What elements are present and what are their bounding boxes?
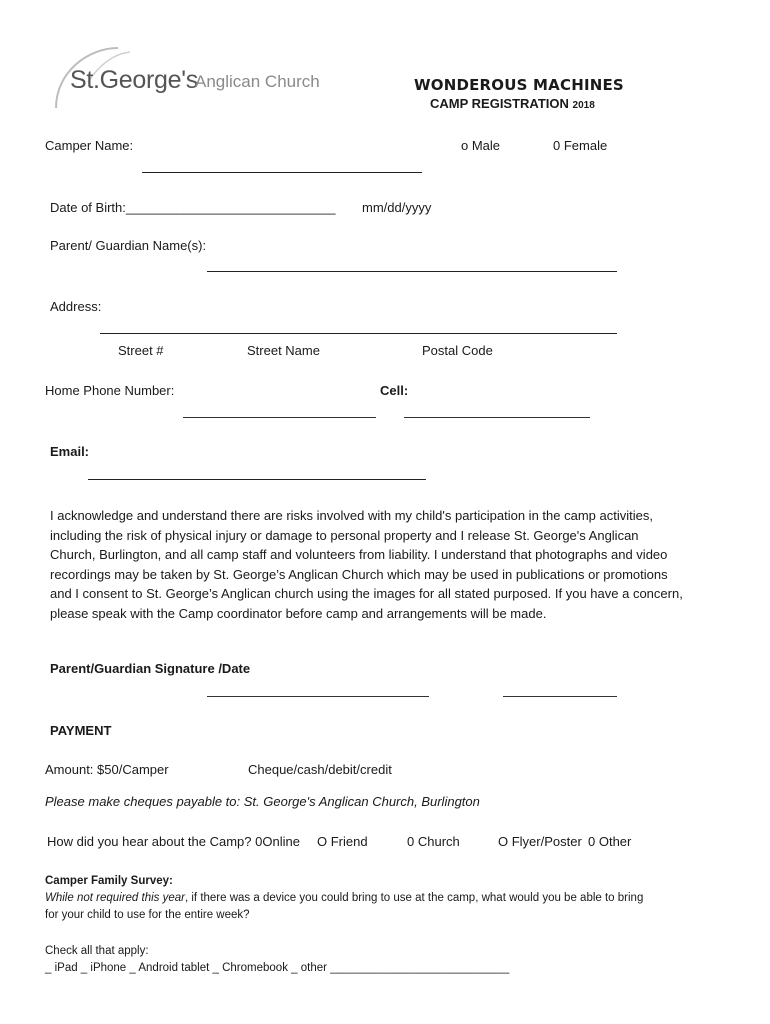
survey-italic-text: While not required this year — [45, 892, 185, 904]
subtitle-year: 2018 — [572, 100, 595, 111]
consent-paragraph — [50, 506, 725, 624]
subtitle-text: CAMP REGISTRATION — [430, 96, 569, 111]
cheque-note: Please make cheques payable to: St. George's Anglican Church, Burlington — [45, 794, 480, 809]
consent-line: and I consent to St. George’s Anglican church using the images for all stated purposed. If you have a concern, — [50, 586, 683, 602]
consent-line: I acknowledge and understand there are risks involved with my child's participation in the camp activities, — [50, 508, 653, 523]
signature-field[interactable] — [207, 696, 429, 697]
home-phone-label: Home Phone Number: — [45, 383, 175, 398]
email-field[interactable] — [88, 479, 426, 480]
payment-amount: Amount: $50/Camper — [45, 762, 169, 777]
cell-label: Cell: — [380, 383, 409, 398]
home-phone-field[interactable] — [183, 417, 376, 418]
option-church[interactable]: 0 Church — [407, 834, 460, 849]
guardian-field[interactable] — [207, 271, 617, 272]
option-friend[interactable]: O Friend — [317, 834, 368, 849]
logo-name: St.George's — [70, 66, 198, 94]
consent-line: recordings may be taken by St. George’s Anglican Church which may be used in publications or promotions — [50, 566, 668, 582]
form-title: WONDEROUS MACHINES — [414, 76, 624, 94]
form-subtitle — [430, 96, 595, 111]
street-name-caption: Street Name — [247, 343, 320, 358]
survey-heading: Camper Family Survey: — [45, 875, 173, 887]
consent-line: including the risk of physical injury or damage to personal property and I release St. George's Anglican — [50, 527, 639, 543]
survey-question-line2: for your child to use for the entire week? — [45, 909, 250, 921]
camper-name-field[interactable] — [142, 172, 422, 173]
survey-question-line1 — [45, 892, 643, 904]
consent-line: Church, Burlington, and all camp staff and volunteers from liability. I understand that photographs and video — [50, 547, 668, 563]
gender-female-option[interactable]: 0 Female — [553, 138, 608, 153]
device-options[interactable]: _ iPad _ iPhone _ Android tablet _ Chromebook _ other ____________________________ — [45, 962, 510, 974]
address-label: Address: — [50, 299, 102, 314]
church-logo — [48, 42, 328, 112]
check-all-label: Check all that apply: — [45, 945, 149, 957]
option-other[interactable]: 0 Other — [588, 834, 632, 849]
address-field[interactable] — [100, 333, 617, 334]
gender-male-option[interactable]: o Male — [461, 138, 501, 153]
survey-line1-rest: , if there was a device you could bring to use at the camp, what would you be able to bring — [184, 892, 644, 904]
email-label: Email: — [50, 444, 90, 459]
payment-heading: PAYMENT — [50, 723, 112, 738]
signature-date-field[interactable] — [503, 696, 617, 697]
signature-label: Parent/Guardian Signature /Date — [50, 661, 251, 676]
logo-subtitle: Anglican Church — [195, 72, 320, 91]
camper-name-label: Camper Name: — [45, 138, 134, 153]
dob-field[interactable]: Date of Birth:_____________________________ — [50, 200, 336, 215]
dob-format-hint: mm/dd/yyyy — [362, 200, 432, 215]
payment-methods: Cheque/cash/debit/credit — [248, 762, 392, 777]
option-flyer[interactable]: O Flyer/Poster — [498, 834, 582, 849]
consent-line: please speak with the Camp coordinator before camp and arrangements will be made. — [50, 605, 547, 621]
cell-field[interactable] — [404, 417, 590, 418]
postal-code-caption: Postal Code — [422, 343, 493, 358]
guardian-label: Parent/ Guardian Name(s): — [50, 238, 207, 253]
street-number-caption: Street # — [118, 343, 164, 358]
hear-question[interactable]: How did you hear about the Camp? 0Online — [47, 834, 300, 849]
